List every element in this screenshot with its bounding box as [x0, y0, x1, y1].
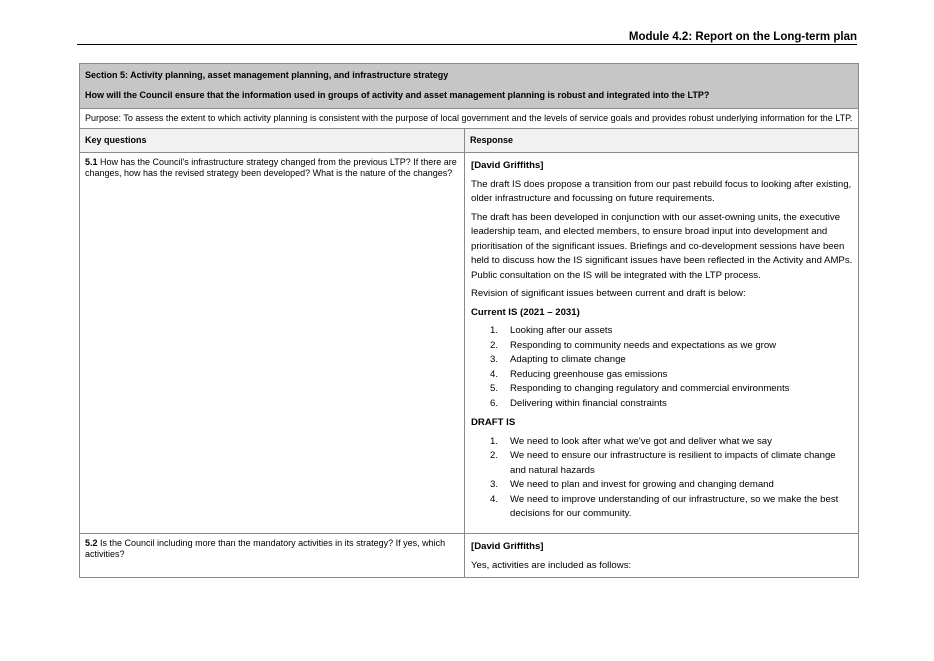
response-cell — [465, 153, 859, 534]
list-item-text: We need to improve understanding of our infrastructure, so we make the best decisions for our community. — [510, 493, 839, 519]
list-item — [471, 478, 853, 493]
list-item-number: 1. — [490, 325, 499, 336]
list-item-number: 4. — [490, 493, 499, 505]
list-item — [471, 368, 853, 383]
question-number: 5.1 — [85, 157, 98, 167]
list-item-number: 2. — [490, 339, 499, 351]
section-question: How will the Council ensure that the information used in groups of activity and asset management planning is robust and integrated into the LTP? — [85, 90, 710, 100]
column-header-questions: Key questions — [80, 129, 465, 153]
list-item — [471, 353, 853, 368]
draft-is-list — [471, 435, 853, 522]
question-text: How has the Council's infrastructure strategy changed from the previous LTP? If there are changes, how has the revised strategy been developed? What is the nature of the changes? — [85, 157, 457, 178]
list-item-text: We need to plan and invest for growing and changing demand — [510, 479, 774, 490]
purpose-row — [80, 109, 859, 129]
table-row — [80, 153, 859, 534]
column-header-response: Response — [465, 129, 859, 153]
response-cell — [465, 534, 859, 578]
list-item — [471, 339, 853, 354]
response-author: [David Griffiths] — [471, 541, 544, 552]
list-item — [471, 324, 853, 339]
question-cell — [80, 534, 465, 578]
purpose-text: Purpose: To assess the extent to which activity planning is consistent with the purpose of local government and the levels of service goals and provides robust underlying information for the LTP. — [80, 109, 859, 129]
header-divider — [77, 44, 857, 45]
list-item-number: 5. — [490, 383, 499, 394]
list-item-text: Adapting to climate change — [510, 354, 626, 365]
list-item-text: Reducing greenhouse gas emissions — [510, 368, 668, 380]
list-item-text: Responding to changing regulatory and commercial environments — [510, 383, 790, 394]
list-item-number: 2. — [490, 450, 499, 461]
list-item-text: We need to look after what we've got and deliver what we say — [510, 435, 772, 447]
draft-is-heading: DRAFT IS — [471, 417, 516, 428]
list-item-text: We need to ensure our infrastructure is resilient to impacts of climate change and natural hazards — [510, 450, 836, 476]
question-text: Is the Council including more than the mandatory activities in its strategy? If yes, which activities? — [85, 538, 446, 559]
list-item-number: 4. — [490, 368, 499, 380]
module-header-title: Module 4.2: Report on the Long-term plan — [628, 31, 857, 43]
list-item — [471, 449, 853, 478]
section-title: Section 5: Activity planning, asset management planning, and infrastructure strategy — [85, 70, 449, 80]
current-is-list — [471, 324, 853, 411]
column-header-row — [80, 129, 859, 153]
list-item — [471, 435, 853, 450]
list-item-text: Looking after our assets — [510, 325, 613, 336]
list-item-number: 3. — [490, 479, 499, 490]
question-cell — [80, 153, 465, 534]
table-row — [80, 534, 859, 578]
list-item-number: 1. — [490, 435, 499, 447]
section-header-cell — [80, 64, 859, 109]
list-item-text: Responding to community needs and expectations as we grow — [510, 339, 777, 351]
response-paragraph: The draft IS does propose a transition from our past rebuild focus to looking after existing, older infrastructure and focussing on future requirements. — [471, 178, 852, 204]
current-is-heading: Current IS (2021 – 2031) — [471, 306, 580, 318]
list-item-number: 3. — [490, 354, 499, 365]
list-item — [471, 382, 853, 397]
list-item-number: 6. — [490, 397, 499, 409]
response-author: [David Griffiths] — [471, 160, 544, 171]
response-paragraph: The draft has been developed in conjunction with our asset-owning units, the executive leadership team, and elected members, to ensure broad input into development and prioritisation of the significant issues. Briefings and co-development sessions have been held to discuss how the IS significant issues have been reflected in the Activity and AMPs. Public consultation on the IS will be integrated with the LTP process. — [471, 211, 853, 281]
response-paragraph: Revision of significant issues between current and draft is below: — [471, 288, 746, 299]
list-item-text: Delivering within financial constraints — [510, 397, 667, 409]
question-number: 5.2 — [85, 538, 98, 548]
list-item — [471, 493, 853, 522]
assessment-table — [79, 63, 859, 578]
response-paragraph: Yes, activities are included as follows: — [471, 559, 632, 571]
list-item — [471, 397, 853, 412]
section-header-row — [80, 64, 859, 109]
